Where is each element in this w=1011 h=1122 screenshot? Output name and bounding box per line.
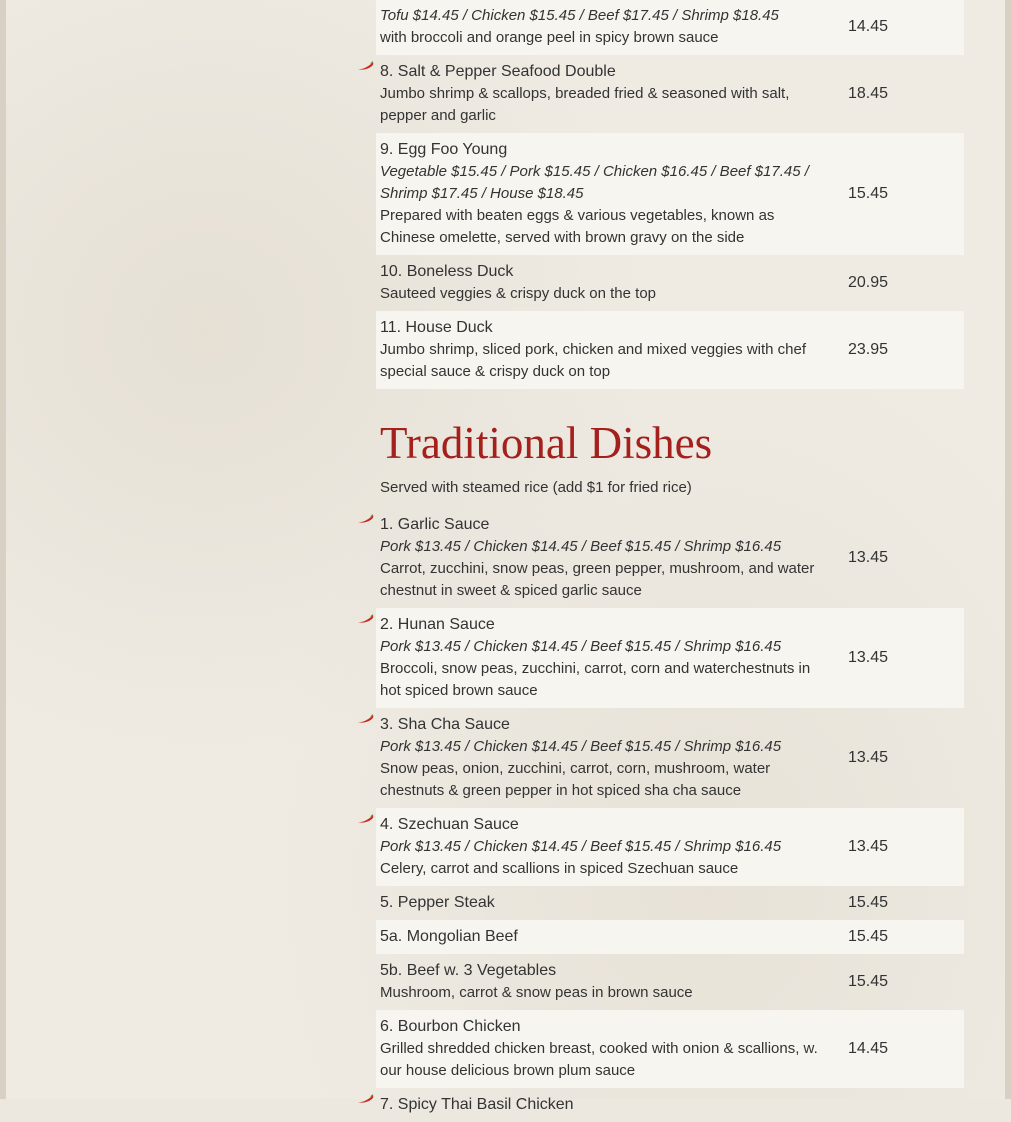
menu-item-row	[376, 608, 964, 708]
menu-item-row	[376, 708, 964, 808]
chili-pepper-icon	[356, 1094, 374, 1104]
chili-pepper-icon	[356, 714, 374, 724]
section-title: Traditional Dishes	[380, 418, 713, 468]
menu-item-name: 3. Sha Cha Sauce	[380, 716, 510, 733]
menu-item-name: 4. Szechuan Sauce	[380, 816, 519, 833]
menu-item-price: 13.45	[848, 838, 889, 855]
menu-item-name: 5a. Mongolian Beef	[380, 928, 518, 945]
menu-item-detail: Prepared with beaten eggs & various vegetables, known as Chinese omelette, served with brown gravy on the side	[380, 207, 775, 246]
menu-item-price: 13.45	[848, 549, 889, 566]
menu-item-name: 1. Garlic Sauce	[380, 516, 490, 533]
menu-item-name: 5b. Beef w. 3 Vegetables	[380, 962, 557, 979]
menu-item-variants: Tofu $14.45 / Chicken $15.45 / Beef $17.45 / Shrimp $18.45	[380, 7, 779, 24]
chili-pepper-icon	[356, 514, 374, 524]
menu-item-name: 2. Hunan Sauce	[380, 616, 495, 633]
menu-item-description	[376, 1010, 848, 1088]
right-border	[1005, 0, 1011, 1099]
menu-item-price: 15.45	[848, 928, 889, 945]
menu-item-description	[376, 920, 848, 954]
menu-item-name: 8. Salt & Pepper Seafood Double	[380, 63, 616, 80]
menu-item-name: 5. Pepper Steak	[380, 894, 495, 911]
menu-item-name: 6. Bourbon Chicken	[380, 1018, 521, 1035]
menu-item-row	[376, 886, 964, 920]
menu-item-variants: Pork $13.45 / Chicken $14.45 / Beef $15.45 / Shrimp $16.45	[380, 738, 782, 755]
menu-item-row	[376, 311, 964, 389]
menu-item-price: 15.45	[848, 185, 889, 202]
menu-item-description	[376, 255, 848, 311]
menu-item-name: 9. Egg Foo Young	[380, 141, 508, 158]
chili-pepper-icon	[356, 814, 374, 824]
menu-item-row	[376, 55, 964, 133]
menu-item-price: 15.45	[848, 973, 889, 990]
menu-item-description	[376, 55, 848, 133]
menu-item-detail: with broccoli and orange peel in spicy brown sauce	[380, 29, 719, 46]
menu-item-row	[376, 808, 964, 886]
menu-item-row	[376, 255, 964, 311]
menu-item-row	[376, 954, 964, 1010]
menu-item-variants: Pork $13.45 / Chicken $14.45 / Beef $15.45 / Shrimp $16.45	[380, 838, 782, 855]
menu-item-detail: Sauteed veggies & crispy duck on the top	[380, 285, 657, 302]
menu-item-description	[376, 608, 848, 708]
menu-item-price: 23.95	[848, 341, 889, 358]
menu-item-detail: Snow peas, onion, zucchini, carrot, corn, mushroom, water chestnuts & green pepper in hot spiced sha cha sauce	[380, 760, 771, 799]
menu-content	[356, 0, 966, 1122]
menu-item-price: 13.45	[848, 749, 889, 766]
menu-item-price: 14.45	[848, 18, 889, 35]
section-note: Served with steamed rice (add $1 for fried rice)	[380, 479, 692, 496]
menu-item-row	[376, 920, 964, 954]
chili-pepper-icon	[356, 61, 374, 71]
menu-item-description	[376, 0, 848, 55]
menu-item-description	[376, 808, 848, 886]
menu-item-detail: Jumbo shrimp & scallops, breaded fried & seasoned with salt, pepper and garlic	[380, 85, 790, 124]
menu-item-price: 18.45	[848, 85, 889, 102]
menu-item-price: 14.45	[848, 1040, 889, 1057]
menu-item-variants: Pork $13.45 / Chicken $14.45 / Beef $15.45 / Shrimp $16.45	[380, 538, 782, 555]
menu-item-description	[376, 133, 848, 255]
top-menu-list	[356, 0, 966, 389]
menu-item-description	[376, 508, 848, 608]
menu-item-name: 11. House Duck	[380, 319, 493, 336]
menu-item-variants: Vegetable $15.45 / Pork $15.45 / Chicken $16.45 / Beef $17.45 / Shrimp $17.45 / House $18.45	[380, 163, 809, 202]
menu-item-detail: Carrot, zucchini, snow peas, green pepper, mushroom, and water chestnut in sweet & spiced garlic sauce	[380, 560, 815, 599]
menu-item-row	[376, 508, 964, 608]
menu-item-row	[376, 1010, 964, 1088]
menu-item-name: 7. Spicy Thai Basil Chicken	[380, 1096, 574, 1113]
menu-item-detail: Grilled shredded chicken breast, cooked with onion & scallions, w. our house delicious brown plum sauce	[380, 1040, 818, 1079]
menu-item-row	[376, 133, 964, 255]
menu-item-detail: Mushroom, carrot & snow peas in brown sauce	[380, 984, 693, 1001]
menu-item-detail: Jumbo shrimp, sliced pork, chicken and mixed veggies with chef special sauce & crispy duck on top	[380, 341, 807, 380]
menu-item-price: 15.45	[848, 894, 889, 911]
traditional-menu-list	[356, 508, 966, 1122]
menu-item-row	[376, 1088, 964, 1122]
menu-item-description	[376, 954, 848, 1010]
menu-item-description	[376, 311, 848, 389]
chili-pepper-icon	[356, 614, 374, 624]
menu-item-detail: Broccoli, snow peas, zucchini, carrot, corn and waterchestnuts in hot spiced brown sauce	[380, 660, 811, 699]
menu-item-description	[376, 886, 848, 920]
menu-item-variants: Pork $13.45 / Chicken $14.45 / Beef $15.45 / Shrimp $16.45	[380, 638, 782, 655]
menu-item-price: 13.45	[848, 649, 889, 666]
menu-item-price: 20.95	[848, 274, 889, 291]
menu-item-name: 10. Boneless Duck	[380, 263, 514, 280]
menu-item-description	[376, 1088, 848, 1122]
menu-item-description	[376, 708, 848, 808]
menu-item-detail: Celery, carrot and scallions in spiced Szechuan sauce	[380, 860, 739, 877]
menu-item-row	[376, 0, 964, 55]
